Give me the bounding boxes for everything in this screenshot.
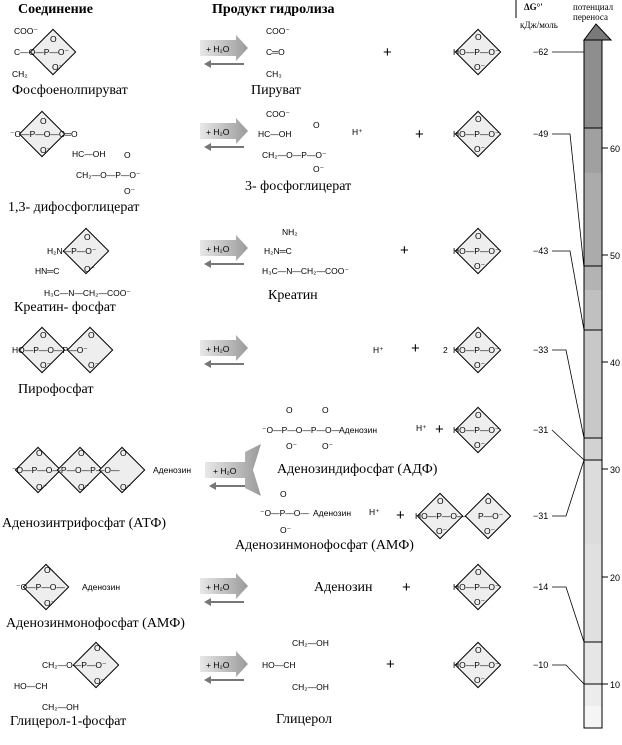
svg-text:HO—P—O⁻: HO—P—O⁻ (453, 129, 500, 139)
header-units: кДж/моль (520, 20, 558, 30)
svg-text:O: O (88, 330, 95, 340)
svg-text:O: O (475, 114, 482, 124)
svg-text:COO⁻: COO⁻ (14, 26, 38, 36)
pi-product-7 (453, 564, 501, 609)
pi-product-6a (415, 493, 466, 538)
dg-value-6: −31 (533, 511, 549, 521)
svg-text:H₃C—N—CH₂—COO⁻: H₃C—N—CH₂—COO⁻ (44, 288, 131, 298)
svg-text:+: + (402, 579, 411, 596)
svg-text:+: + (383, 44, 392, 61)
reaction-arrow-3 (200, 235, 248, 268)
svg-text:Аденозин: Аденозин (153, 465, 192, 475)
scale-segment-a (584, 128, 602, 173)
svg-text:O: O (40, 330, 47, 340)
row-pyrophosphate (12, 327, 448, 397)
reaction-arrow-atp (205, 444, 261, 496)
svg-text:O⁻: O⁻ (322, 441, 334, 451)
svg-text:HO—P—O⁻: HO—P—O⁻ (453, 47, 500, 57)
svg-text:O⁻: O⁻ (286, 441, 298, 451)
compound-name-3: Креатин- фосфат (14, 300, 116, 315)
svg-text:O: O (44, 565, 51, 575)
pi-product-6b (465, 493, 510, 538)
hplus-5: H⁺ (416, 423, 427, 433)
product-name-5: Аденозиндифосфат (АДФ) (277, 462, 438, 477)
svg-text:HO—P—O⁻: HO—P—O⁻ (453, 425, 500, 435)
dg-value-2: −49 (533, 129, 549, 139)
product-name-3: Креатин (268, 288, 318, 303)
row-atp (2, 405, 438, 553)
svg-text:HC—OH: HC—OH (258, 129, 292, 139)
svg-text:COO⁻: COO⁻ (266, 109, 290, 119)
svg-text:O: O (78, 448, 85, 458)
scale-segment-43 (584, 290, 602, 330)
hplus-6: H⁺ (369, 507, 380, 517)
scale-segment-31 (584, 438, 602, 460)
connector-lines (552, 52, 584, 684)
plus-signs (383, 44, 444, 673)
hplus-4: H⁺ (373, 345, 384, 355)
svg-text:⁻O—P—O—: ⁻O—P—O— (16, 582, 65, 592)
svg-text:CH₃: CH₃ (266, 69, 282, 79)
header-compound: Соединение (18, 2, 93, 17)
svg-text:HO—P—O⁻: HO—P—O⁻ (453, 345, 500, 355)
compound-name-7: Аденозинмонофосфат (АМФ) (6, 616, 185, 631)
svg-text:O⁻: O⁻ (280, 525, 292, 535)
tick-10: 10 (610, 680, 621, 690)
svg-text:+: + (435, 421, 444, 438)
svg-text:NH₂: NH₂ (282, 227, 298, 237)
reaction-arrow-8 (200, 651, 248, 684)
reaction-arrow-2 (200, 118, 248, 151)
svg-text:⁻O—P—O—: ⁻O—P—O— (260, 508, 309, 518)
svg-text:+: + (396, 507, 405, 524)
dg-value-1: −62 (533, 47, 549, 57)
row-bpg (8, 109, 363, 215)
tick-50: 50 (610, 251, 621, 261)
header-product: Продукт гидролиза (212, 2, 335, 17)
svg-text:⁻O—P—O—P—O—: ⁻O—P—O—P—O— (262, 425, 341, 435)
svg-text:Аденозин: Аденозин (339, 425, 378, 435)
svg-text:O: O (94, 643, 101, 653)
svg-text:O⁻: O⁻ (52, 62, 64, 72)
svg-text:O⁻: O⁻ (44, 598, 56, 608)
compound-name-2: 1,3- дифосфоглицерат (8, 200, 140, 215)
svg-text:O⁻: O⁻ (474, 261, 486, 271)
header-transfer: переноса (573, 12, 608, 22)
svg-text:+ H₂O: + H₂O (206, 582, 230, 592)
svg-text:O⁻: O⁻ (474, 440, 486, 450)
svg-text:+ H₂O: + H₂O (213, 466, 237, 476)
svg-text:O: O (120, 448, 127, 458)
scale-segment-e (584, 706, 602, 728)
pi-product-1 (453, 29, 501, 74)
svg-text:CH₂—OH: CH₂—OH (292, 638, 329, 648)
svg-text:CH₂—O—P—O⁻: CH₂—O—P—O⁻ (76, 170, 141, 180)
svg-text:+ H₂O: + H₂O (206, 244, 230, 254)
pi-products (415, 29, 511, 687)
scale-segment-10 (584, 642, 602, 684)
product-name-2: 3- фосфоглицерат (245, 179, 352, 194)
product-name-6: Аденозинмонофосфат (АМФ) (235, 538, 414, 553)
svg-text:O: O (40, 116, 47, 126)
coef-4: 2 (443, 345, 448, 355)
dg-value-8: −10 (533, 660, 549, 670)
pi-product-8 (453, 642, 501, 687)
svg-text:O: O (280, 489, 287, 499)
reaction-arrow-7 (200, 573, 248, 606)
svg-text:O: O (475, 231, 482, 241)
svg-text:H₂N═C: H₂N═C (264, 246, 292, 256)
svg-text:O⁻: O⁻ (124, 186, 136, 196)
reaction-arrows (200, 35, 261, 684)
svg-text:O: O (313, 120, 320, 130)
svg-text:O⁻: O⁻ (313, 164, 325, 174)
svg-text:CH₂—O—P—O⁻: CH₂—O—P—O⁻ (262, 150, 327, 160)
svg-text:O⁻: O⁻ (94, 676, 106, 686)
tick-60: 60 (610, 144, 621, 154)
pi-product-2 (453, 111, 501, 156)
svg-text:CH₂: CH₂ (12, 69, 28, 79)
svg-text:HO—P—O—: HO—P—O— (415, 511, 466, 521)
svg-text:HO—CH: HO—CH (14, 681, 48, 691)
scale-segment-b (584, 266, 602, 290)
svg-text:+: + (386, 656, 395, 673)
hplus-2: H⁺ (352, 127, 363, 137)
svg-text:CH₂—O—P—O⁻: CH₂—O—P—O⁻ (42, 660, 107, 670)
svg-text:+ H₂O: + H₂O (206, 344, 230, 354)
pi-product-3 (453, 228, 501, 273)
svg-text:O: O (322, 405, 329, 415)
svg-text:H₂N—P—O⁻: H₂N—P—O⁻ (47, 246, 97, 256)
svg-text:O: O (124, 150, 131, 160)
compound-name-8: Глицерол-1-фосфат (10, 714, 127, 729)
svg-text:+: + (415, 126, 424, 143)
compound-name-1: Фосфоенолпируват (12, 83, 128, 98)
pi-product-5 (453, 407, 501, 452)
row-glycerol-phosphate (10, 638, 332, 729)
svg-text:O⁻: O⁻ (474, 675, 486, 685)
svg-text:+: + (411, 340, 420, 357)
svg-text:O: O (286, 405, 293, 415)
svg-text:O⁻: O⁻ (474, 360, 486, 370)
compound-name-4: Пирофосфат (18, 382, 94, 397)
svg-text:HC—OH: HC—OH (72, 149, 106, 159)
reaction-arrow-4 (200, 335, 248, 368)
row-creatine-phosphate (14, 227, 349, 315)
svg-text:O: O (84, 232, 91, 242)
svg-text:O: O (437, 496, 444, 506)
product-name-8: Глицерол (276, 712, 333, 727)
svg-text:O: O (475, 410, 482, 420)
svg-text:O: O (36, 448, 43, 458)
svg-text:C═O: C═O (266, 47, 285, 57)
svg-text:O⁻: O⁻ (88, 360, 100, 370)
svg-text:O: O (475, 32, 482, 42)
svg-text:O⁻: O⁻ (474, 597, 486, 607)
tick-30: 30 (610, 465, 621, 475)
svg-text:O: O (475, 330, 482, 340)
compound-name-5: Аденозинтрифосфат (АТФ) (2, 516, 167, 531)
pi-product-4 (453, 327, 501, 372)
svg-text:O: O (475, 645, 482, 655)
dg-value-3: −43 (533, 246, 549, 256)
scale-segment-d (584, 684, 602, 706)
svg-text:O⁻: O⁻ (84, 264, 96, 274)
row-amp (6, 564, 373, 631)
svg-text:O⁻: O⁻ (120, 482, 132, 492)
svg-text:O⁻: O⁻ (40, 145, 52, 155)
header-potential: потенциал (573, 2, 614, 12)
svg-text:Аденозин: Аденозин (313, 508, 352, 518)
svg-text:HO—P—O⁻: HO—P—O⁻ (453, 582, 500, 592)
svg-text:+ H₂O: + H₂O (206, 44, 230, 54)
row-pep (12, 26, 301, 98)
product-name-1: Пируват (251, 83, 301, 98)
dg-value-7: −14 (533, 582, 549, 592)
svg-text:O⁻: O⁻ (36, 482, 48, 492)
scale-segment-14 (584, 544, 602, 642)
svg-text:P—O⁻: P—O⁻ (478, 511, 504, 521)
scale-segment-49 (584, 173, 602, 266)
svg-text:+: + (400, 242, 409, 259)
svg-text:HO—P—O⁻: HO—P—O⁻ (453, 246, 500, 256)
tick-20: 20 (610, 573, 621, 583)
svg-text:C—O—P—O⁻: C—O—P—O⁻ (14, 47, 70, 57)
dg-value-5: −31 (533, 425, 549, 435)
svg-text:O⁻: O⁻ (78, 482, 90, 492)
svg-text:O⁻: O⁻ (484, 526, 496, 536)
svg-text:+ H₂O: + H₂O (206, 127, 230, 137)
svg-text:O⁻: O⁻ (474, 144, 486, 154)
energy-scale (584, 24, 620, 728)
svg-text:O⁻: O⁻ (40, 360, 52, 370)
scale-segment-33 (584, 330, 602, 438)
svg-text:+ H₂O: + H₂O (206, 660, 230, 670)
svg-text:⁻O—P—O—P—O—P—O—: ⁻O—P—O—P—O—P—O— (12, 465, 120, 475)
svg-text:COO⁻: COO⁻ (266, 26, 290, 36)
svg-text:CH₂—OH: CH₂—OH (42, 702, 79, 712)
svg-text:O⁻: O⁻ (436, 526, 448, 536)
svg-text:HO—P—O—P—O⁻: HO—P—O—P—O⁻ (12, 345, 88, 355)
svg-text:O: O (485, 496, 492, 506)
product-name-7: Аденозин (314, 580, 373, 595)
dg-value-4: −33 (533, 345, 549, 355)
svg-text:O: O (475, 567, 482, 577)
svg-text:H₃C—N—CH₂—COO⁻: H₃C—N—CH₂—COO⁻ (262, 266, 349, 276)
scale-segment-62 (584, 40, 602, 128)
svg-text:O⁻: O⁻ (474, 62, 486, 72)
svg-text:CH₂—OH: CH₂—OH (292, 682, 329, 692)
svg-text:HO—P—O⁻: HO—P—O⁻ (453, 660, 500, 670)
scale-arrowhead (584, 24, 611, 40)
reaction-arrow-1 (200, 35, 248, 68)
svg-text:HO—CH: HO—CH (262, 660, 296, 670)
svg-text:HN═C: HN═C (35, 266, 60, 276)
svg-text:O: O (50, 34, 57, 44)
header-delta-g: ΔG°' (524, 2, 543, 12)
tick-40: 40 (610, 358, 621, 368)
svg-text:⁻O—P—O—C═O: ⁻O—P—O—C═O (10, 129, 78, 139)
scale-segment-c (584, 460, 602, 544)
svg-text:Аденозин: Аденозин (82, 582, 121, 592)
